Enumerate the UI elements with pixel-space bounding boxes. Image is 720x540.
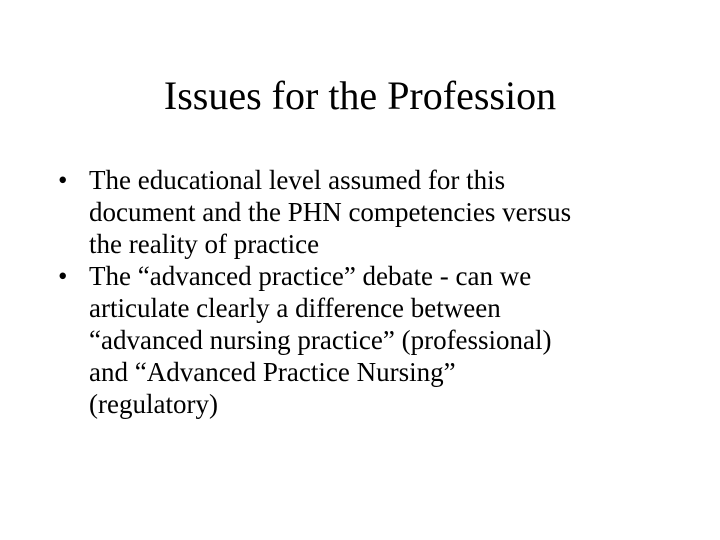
bullet-text-line: the reality of practice: [89, 229, 320, 259]
bullet-text-line: document and the PHN competencies versus: [89, 197, 572, 227]
bullet-list: [58, 164, 678, 420]
bullet-text-line: The educational level assumed for this: [89, 165, 506, 195]
bullet-text-line: “advanced nursing practice” (professional): [89, 325, 552, 355]
bullet-dot-icon: •: [58, 165, 68, 195]
bullet-text-line: and “Advanced Practice Nursing”: [89, 357, 456, 387]
bullet-item: [58, 164, 678, 260]
slide-title: Issues for the Profession: [163, 73, 557, 118]
bullet-text-line: The “advanced practice” debate - can we: [89, 261, 532, 291]
bullet-text-line: articulate clearly a difference between: [89, 293, 501, 323]
bullet-text-line: (regulatory): [89, 389, 218, 419]
bullet-dot-icon: •: [58, 261, 68, 291]
bullet-item: [58, 260, 678, 420]
